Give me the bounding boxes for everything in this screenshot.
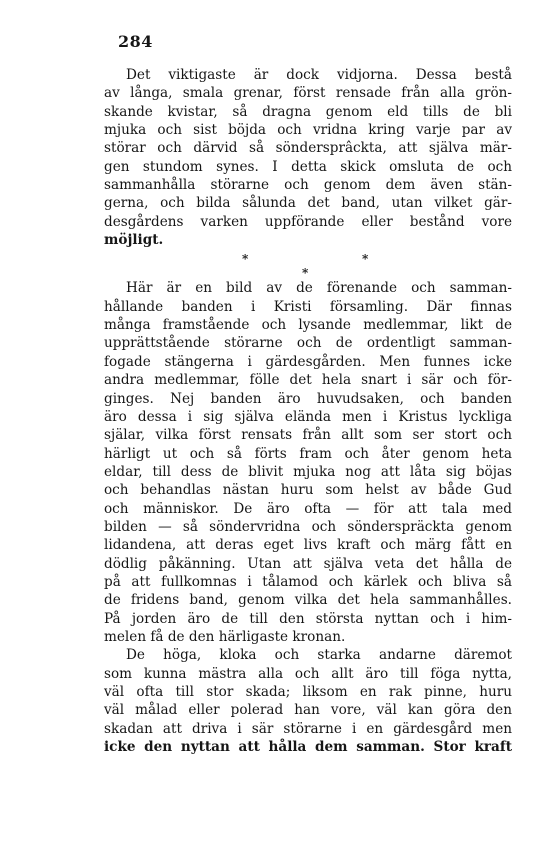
text-line: av långa, smala grenar, först rensade från alla grön- bbox=[104, 85, 512, 102]
asterisk-left: * bbox=[242, 252, 249, 267]
text-line: sammanhålla störarne och genom dem även stän- bbox=[104, 177, 512, 194]
text-line: på att fullkomnas i tålamod och kärlek och bliva så bbox=[104, 573, 512, 590]
text-line: och behandlas nästan huru som helst av både Gud bbox=[104, 482, 512, 499]
text-line: melen få de den härligaste kronan. bbox=[104, 628, 346, 645]
text-line: och människor. De äro ofta — för att tala med bbox=[104, 500, 512, 517]
text-line: fogade stängerna i gärdesgården. Men funnes icke bbox=[104, 353, 512, 370]
paragraph-banden bbox=[104, 279, 512, 646]
text-line: upprättstående störarne och de ordentligt samman- bbox=[104, 335, 512, 352]
text-line: De höga, kloka och starka andarne däremot bbox=[126, 647, 512, 664]
text-line: Det viktigaste är dock vidjorna. Dessa bestå bbox=[126, 67, 512, 83]
text-line: På jorden äro de till den största nyttan och i him- bbox=[104, 610, 512, 627]
text-line: möjligt. bbox=[104, 232, 164, 249]
page-number: 284 bbox=[118, 32, 153, 51]
asterisk-right: * bbox=[362, 252, 369, 267]
text-line: de fridens band, genom vilka det hela sammanhålles. bbox=[104, 592, 512, 609]
text-line: väl ofta till stor skada; liksom en rak pinne, huru bbox=[104, 684, 512, 700]
paragraph-andarne bbox=[104, 646, 512, 756]
text-line: Här är en bild av de förenande och samman- bbox=[126, 280, 512, 297]
paragraph-vidjorna bbox=[104, 66, 512, 249]
text-line: ginges. Nej banden äro huvudsaken, och banden bbox=[104, 390, 512, 407]
text-line: som kunna mästra alla och allt äro till föga nytta, bbox=[104, 665, 512, 682]
section-separator bbox=[104, 249, 512, 279]
text-line: dödlig påkänning. Utan att själva veta det hålla de bbox=[104, 555, 512, 572]
text-line: skande kvistar, så dragna genom eld tills de bli bbox=[104, 103, 512, 120]
text-line: eldar, till dess de blivit mjuka nog att låta sig böjas bbox=[104, 463, 512, 480]
text-line: härligt ut och så förts fram och åter genom heta bbox=[104, 445, 512, 462]
text-line: väl målad eller polerad han vore, väl kan göra den bbox=[104, 702, 512, 719]
text-line: många framstående och lysande medlemmar, likt de bbox=[104, 317, 512, 334]
text-line: mjuka och sist böjda och vridna kring varje par av bbox=[104, 122, 512, 139]
text-line: lidandena, att deras eget livs kraft och märg fått en bbox=[104, 537, 512, 554]
body-text bbox=[104, 66, 512, 756]
text-line: desgårdens varken uppförande eller bestånd vore bbox=[104, 213, 512, 230]
asterisk-center: * bbox=[302, 266, 309, 281]
text-line: andra medlemmar, fölle det hela snart i sär och för- bbox=[104, 372, 512, 389]
text-line: äro dessa i sig själva elända men i Kristus lyckliga bbox=[104, 408, 512, 425]
text-line: störar och därvid så söndersprâckta, att själva mär- bbox=[104, 140, 512, 157]
text-line: själar, vilka först rensats från allt som ser stort och bbox=[104, 427, 512, 444]
text-line: skadan att driva i sär störarne i en gärdesgård men bbox=[104, 720, 512, 737]
text-line: bilden — så söndervridna och sönderspräckta genom bbox=[104, 518, 512, 535]
text-line: gen stundom synes. I detta skick omsluta de och bbox=[104, 158, 512, 175]
text-line: hållande banden i Kristi församling. Där finnas bbox=[104, 298, 512, 315]
text-line: icke den nyttan att hålla dem samman. Stor kraft bbox=[104, 739, 512, 756]
text-line: gerna, och bilda sålunda det band, utan vilket gär- bbox=[104, 195, 512, 212]
